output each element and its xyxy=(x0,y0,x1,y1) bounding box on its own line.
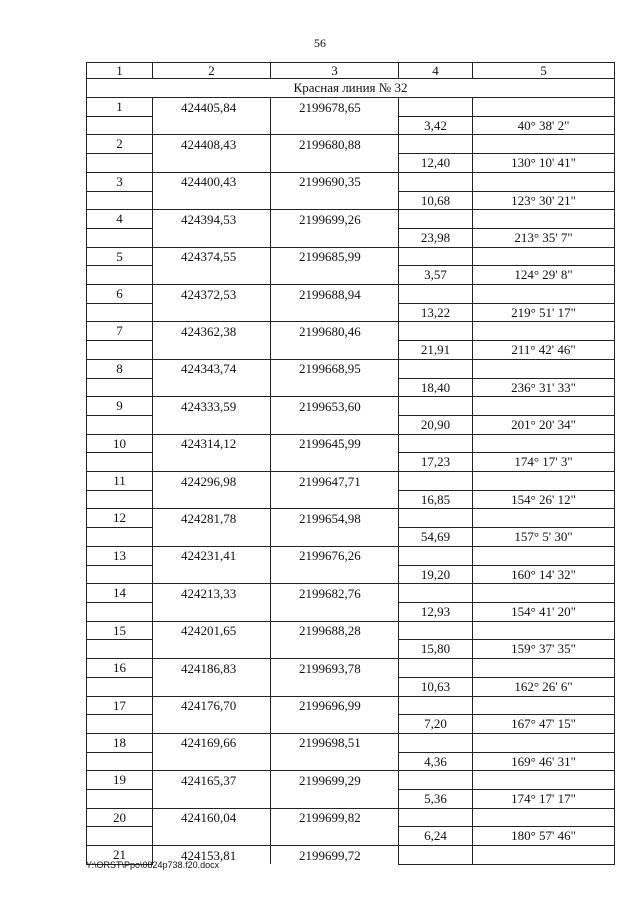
empty-cell xyxy=(399,771,473,790)
empty-cell xyxy=(153,490,271,509)
empty-cell xyxy=(473,359,615,378)
y-coordinate: 2199688,94 xyxy=(271,285,399,304)
empty-cell xyxy=(153,378,271,397)
x-coordinate: 424165,37 xyxy=(153,771,271,790)
y-coordinate: 2199699,26 xyxy=(271,210,399,229)
empty-cell xyxy=(473,172,615,191)
empty-cell xyxy=(153,752,271,771)
empty-cell xyxy=(271,341,399,360)
y-coordinate: 2199654,98 xyxy=(271,509,399,528)
table-row xyxy=(87,472,615,491)
y-coordinate: 2199678,65 xyxy=(271,98,399,117)
point-number: 12 xyxy=(87,509,153,528)
table-row xyxy=(87,116,615,135)
y-coordinate: 2199680,88 xyxy=(271,135,399,154)
empty-cell xyxy=(87,827,153,846)
y-coordinate: 2199685,99 xyxy=(271,247,399,266)
empty-cell xyxy=(153,790,271,809)
x-coordinate: 424372,53 xyxy=(153,285,271,304)
empty-cell xyxy=(87,565,153,584)
segment-length: 4,36 xyxy=(399,752,473,771)
table-row xyxy=(87,528,615,547)
table-row xyxy=(87,210,615,229)
point-number: 16 xyxy=(87,659,153,678)
y-coordinate: 2199676,26 xyxy=(271,546,399,565)
empty-cell xyxy=(271,453,399,472)
column-header: 5 xyxy=(473,63,615,79)
x-coordinate: 424213,33 xyxy=(153,584,271,603)
empty-cell xyxy=(473,696,615,715)
segment-bearing: 159° 37' 35" xyxy=(473,640,615,659)
segment-length: 54,69 xyxy=(399,528,473,547)
empty-cell xyxy=(87,528,153,547)
segment-length: 3,42 xyxy=(399,116,473,135)
x-coordinate: 424201,65 xyxy=(153,621,271,640)
segment-bearing: 157° 5' 30" xyxy=(473,528,615,547)
empty-cell xyxy=(473,247,615,266)
segment-length: 15,80 xyxy=(399,640,473,659)
empty-cell xyxy=(473,846,615,865)
segment-bearing: 154° 41' 20" xyxy=(473,602,615,621)
x-coordinate: 424153,81 xyxy=(153,846,271,865)
empty-cell xyxy=(87,191,153,210)
segment-bearing: 213° 35' 7" xyxy=(473,228,615,247)
x-coordinate: 424333,59 xyxy=(153,397,271,416)
table-row xyxy=(87,733,615,752)
segment-bearing: 154° 26' 12" xyxy=(473,490,615,509)
segment-bearing: 123° 30' 21" xyxy=(473,191,615,210)
y-coordinate: 2199690,35 xyxy=(271,172,399,191)
empty-cell xyxy=(473,808,615,827)
table-row xyxy=(87,584,615,603)
empty-cell xyxy=(87,303,153,322)
empty-cell xyxy=(153,827,271,846)
segment-length: 20,90 xyxy=(399,415,473,434)
empty-cell xyxy=(473,771,615,790)
empty-cell xyxy=(153,677,271,696)
empty-cell xyxy=(271,528,399,547)
y-coordinate: 2199682,76 xyxy=(271,584,399,603)
table-row xyxy=(87,341,615,360)
table-row xyxy=(87,322,615,341)
segment-bearing: 124° 29' 8" xyxy=(473,266,615,285)
table-row xyxy=(87,303,615,322)
empty-cell xyxy=(87,453,153,472)
segment-bearing: 167° 47' 15" xyxy=(473,715,615,734)
column-header: 3 xyxy=(271,63,399,79)
empty-cell xyxy=(399,98,473,117)
table-row xyxy=(87,771,615,790)
empty-cell xyxy=(399,472,473,491)
empty-cell xyxy=(399,509,473,528)
y-coordinate: 2199647,71 xyxy=(271,472,399,491)
table-row xyxy=(87,415,615,434)
table-row xyxy=(87,453,615,472)
empty-cell xyxy=(399,696,473,715)
empty-cell xyxy=(271,154,399,173)
empty-cell xyxy=(153,341,271,360)
y-coordinate: 2199698,51 xyxy=(271,733,399,752)
empty-cell xyxy=(473,546,615,565)
table-row xyxy=(87,191,615,210)
y-coordinate: 2199668,95 xyxy=(271,359,399,378)
point-number: 13 xyxy=(87,546,153,565)
x-coordinate: 424362,38 xyxy=(153,322,271,341)
empty-cell xyxy=(473,584,615,603)
empty-cell xyxy=(153,415,271,434)
x-coordinate: 424405,84 xyxy=(153,98,271,117)
table-row xyxy=(87,434,615,453)
empty-cell xyxy=(473,135,615,154)
table-row xyxy=(87,546,615,565)
empty-cell xyxy=(153,154,271,173)
y-coordinate: 2199696,99 xyxy=(271,696,399,715)
empty-cell xyxy=(271,116,399,135)
x-coordinate: 424374,55 xyxy=(153,247,271,266)
empty-cell xyxy=(153,453,271,472)
table-row xyxy=(87,640,615,659)
table-row xyxy=(87,98,615,117)
table-row xyxy=(87,565,615,584)
y-coordinate: 2199699,72 xyxy=(271,846,399,865)
empty-cell xyxy=(271,228,399,247)
empty-cell xyxy=(153,602,271,621)
table-caption: Красная линия № 32 xyxy=(87,79,615,98)
column-header: 2 xyxy=(153,63,271,79)
table-row xyxy=(87,808,615,827)
column-header: 4 xyxy=(399,63,473,79)
segment-length: 18,40 xyxy=(399,378,473,397)
empty-cell xyxy=(271,415,399,434)
empty-cell xyxy=(473,733,615,752)
segment-bearing: 174° 17' 3" xyxy=(473,453,615,472)
segment-bearing: 162° 26' 6" xyxy=(473,677,615,696)
empty-cell xyxy=(399,172,473,191)
table-row xyxy=(87,397,615,416)
empty-cell xyxy=(153,528,271,547)
empty-cell xyxy=(473,472,615,491)
empty-cell xyxy=(87,677,153,696)
segment-length: 3,57 xyxy=(399,266,473,285)
empty-cell xyxy=(87,116,153,135)
segment-length: 17,23 xyxy=(399,453,473,472)
empty-cell xyxy=(473,98,615,117)
segment-bearing: 219° 51' 17" xyxy=(473,303,615,322)
empty-cell xyxy=(399,733,473,752)
table-row xyxy=(87,378,615,397)
point-number: 8 xyxy=(87,359,153,378)
table-row xyxy=(87,266,615,285)
empty-cell xyxy=(399,546,473,565)
segment-length: 23,98 xyxy=(399,228,473,247)
x-coordinate: 424400,43 xyxy=(153,172,271,191)
empty-cell xyxy=(87,715,153,734)
empty-cell xyxy=(87,228,153,247)
point-number: 3 xyxy=(87,172,153,191)
empty-cell xyxy=(399,584,473,603)
point-number: 6 xyxy=(87,285,153,304)
empty-cell xyxy=(87,154,153,173)
table-row xyxy=(87,285,615,304)
segment-bearing: 180° 57' 46" xyxy=(473,827,615,846)
x-coordinate: 424169,66 xyxy=(153,733,271,752)
empty-cell xyxy=(271,303,399,322)
empty-cell xyxy=(87,341,153,360)
empty-cell xyxy=(271,378,399,397)
empty-cell xyxy=(399,135,473,154)
segment-bearing: 160° 14' 32" xyxy=(473,565,615,584)
empty-cell xyxy=(87,640,153,659)
empty-cell xyxy=(271,715,399,734)
table-row xyxy=(87,135,615,154)
segment-length: 6,24 xyxy=(399,827,473,846)
empty-cell xyxy=(153,191,271,210)
empty-cell xyxy=(153,715,271,734)
point-number: 21 xyxy=(87,846,153,865)
point-number: 17 xyxy=(87,696,153,715)
empty-cell xyxy=(473,509,615,528)
empty-cell xyxy=(271,790,399,809)
table-row xyxy=(87,172,615,191)
point-number: 14 xyxy=(87,584,153,603)
segment-length: 12,93 xyxy=(399,602,473,621)
empty-cell xyxy=(153,228,271,247)
table-row xyxy=(87,247,615,266)
segment-length: 21,91 xyxy=(399,341,473,360)
table-row xyxy=(87,154,615,173)
y-coordinate: 2199699,29 xyxy=(271,771,399,790)
empty-cell xyxy=(473,285,615,304)
empty-cell xyxy=(399,210,473,229)
y-coordinate: 2199693,78 xyxy=(271,659,399,678)
x-coordinate: 424408,43 xyxy=(153,135,271,154)
table-row xyxy=(87,359,615,378)
segment-bearing: 130° 10' 41" xyxy=(473,154,615,173)
table-row xyxy=(87,602,615,621)
y-coordinate: 2199645,99 xyxy=(271,434,399,453)
empty-cell xyxy=(271,752,399,771)
y-coordinate: 2199653,60 xyxy=(271,397,399,416)
table-row xyxy=(87,621,615,640)
table-row xyxy=(87,790,615,809)
x-coordinate: 424394,53 xyxy=(153,210,271,229)
segment-length: 13,22 xyxy=(399,303,473,322)
table-row xyxy=(87,677,615,696)
y-coordinate: 2199680,46 xyxy=(271,322,399,341)
table-row xyxy=(87,659,615,678)
empty-cell xyxy=(153,565,271,584)
point-number: 15 xyxy=(87,621,153,640)
x-coordinate: 424281,78 xyxy=(153,509,271,528)
segment-length: 5,36 xyxy=(399,790,473,809)
empty-cell xyxy=(399,621,473,640)
empty-cell xyxy=(87,490,153,509)
x-coordinate: 424176,70 xyxy=(153,696,271,715)
table-row xyxy=(87,827,615,846)
point-number: 20 xyxy=(87,808,153,827)
file-path-footer: Y:\ORST\Ppo\0824p738.f20.docx xyxy=(86,860,220,870)
table-row xyxy=(87,715,615,734)
y-coordinate: 2199688,28 xyxy=(271,621,399,640)
column-header: 1 xyxy=(87,63,153,79)
empty-cell xyxy=(399,397,473,416)
y-coordinate: 2199699,82 xyxy=(271,808,399,827)
empty-cell xyxy=(271,266,399,285)
x-coordinate: 424231,41 xyxy=(153,546,271,565)
empty-cell xyxy=(399,808,473,827)
page-number: 56 xyxy=(314,36,326,50)
empty-cell xyxy=(87,266,153,285)
segment-length: 10,68 xyxy=(399,191,473,210)
point-number: 7 xyxy=(87,322,153,341)
segment-length: 12,40 xyxy=(399,154,473,173)
empty-cell xyxy=(473,397,615,416)
empty-cell xyxy=(153,266,271,285)
empty-cell xyxy=(271,677,399,696)
empty-cell xyxy=(271,565,399,584)
empty-cell xyxy=(87,790,153,809)
empty-cell xyxy=(271,640,399,659)
segment-length: 19,20 xyxy=(399,565,473,584)
x-coordinate: 424296,98 xyxy=(153,472,271,491)
segment-length: 16,85 xyxy=(399,490,473,509)
segment-bearing: 201° 20' 34" xyxy=(473,415,615,434)
empty-cell xyxy=(399,846,473,865)
empty-cell xyxy=(271,827,399,846)
segment-bearing: 174° 17' 17" xyxy=(473,790,615,809)
coordinates-table xyxy=(86,62,615,865)
empty-cell xyxy=(87,415,153,434)
empty-cell xyxy=(153,116,271,135)
empty-cell xyxy=(271,490,399,509)
segment-bearing: 40° 38' 2" xyxy=(473,116,615,135)
segment-bearing: 169° 46' 31" xyxy=(473,752,615,771)
point-number: 18 xyxy=(87,733,153,752)
x-coordinate: 424314,12 xyxy=(153,434,271,453)
point-number: 11 xyxy=(87,472,153,491)
segment-bearing: 211° 42' 46" xyxy=(473,341,615,360)
empty-cell xyxy=(399,285,473,304)
segment-length: 7,20 xyxy=(399,715,473,734)
empty-cell xyxy=(153,640,271,659)
table-row xyxy=(87,696,615,715)
x-coordinate: 424160,04 xyxy=(153,808,271,827)
segment-bearing: 236° 31' 33" xyxy=(473,378,615,397)
x-coordinate: 424343,74 xyxy=(153,359,271,378)
empty-cell xyxy=(87,752,153,771)
empty-cell xyxy=(87,602,153,621)
empty-cell xyxy=(473,322,615,341)
table-row xyxy=(87,490,615,509)
empty-cell xyxy=(473,659,615,678)
empty-cell xyxy=(473,434,615,453)
empty-cell xyxy=(87,378,153,397)
empty-cell xyxy=(153,303,271,322)
empty-cell xyxy=(399,322,473,341)
empty-cell xyxy=(399,659,473,678)
segment-length: 10,63 xyxy=(399,677,473,696)
point-number: 5 xyxy=(87,247,153,266)
empty-cell xyxy=(271,602,399,621)
point-number: 9 xyxy=(87,397,153,416)
empty-cell xyxy=(473,210,615,229)
table-row xyxy=(87,509,615,528)
empty-cell xyxy=(399,359,473,378)
table-row xyxy=(87,752,615,771)
point-number: 2 xyxy=(87,135,153,154)
empty-cell xyxy=(399,434,473,453)
table-row xyxy=(87,228,615,247)
x-coordinate: 424186,83 xyxy=(153,659,271,678)
point-number: 10 xyxy=(87,434,153,453)
table-header-row xyxy=(87,63,615,79)
table-caption-row xyxy=(87,79,615,98)
point-number: 4 xyxy=(87,210,153,229)
empty-cell xyxy=(399,247,473,266)
empty-cell xyxy=(473,621,615,640)
point-number: 19 xyxy=(87,771,153,790)
point-number: 1 xyxy=(87,98,153,117)
empty-cell xyxy=(271,191,399,210)
